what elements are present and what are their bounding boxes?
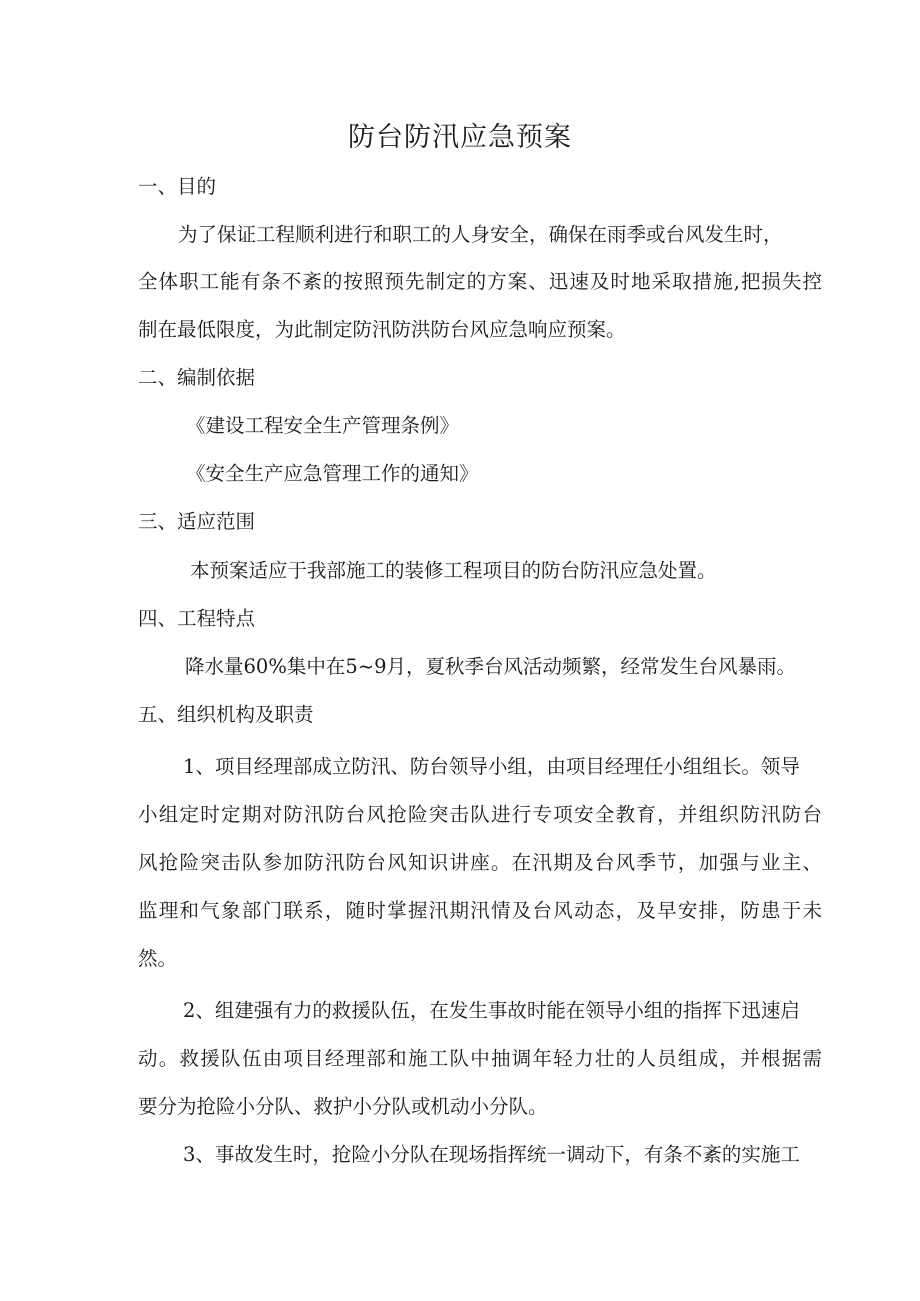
- paragraph-line: 2、组建强有力的救援队伍，在发生事故时能在领导小组的指挥下迅速启: [183, 999, 800, 1022]
- paragraph-line: 降水量60%集中在5~9月，夏秋季台风活动频繁，经常发生台风暴雨。: [185, 655, 796, 678]
- section-heading-features: 四、工程特点: [138, 607, 256, 630]
- section-heading-organization: 五、组织机构及职责: [138, 703, 314, 726]
- section-heading-purpose: 一、目的: [138, 175, 217, 198]
- section-heading-basis: 二、编制依据: [138, 366, 256, 389]
- paragraph-line: 为了保证工程顺利进行和职工的人身安全，确保在雨季或台风发生时，: [178, 223, 783, 246]
- paragraph-line: 1、项目经理部成立防汛、防台领导小组，由项目经理任小组组长。领导: [183, 755, 800, 778]
- document-title: 防台防汛应急预案: [348, 122, 572, 153]
- paragraph-line: 小组定时定期对防汛防台风抢险突击队进行专项安全教育，并组织防汛防台: [138, 803, 822, 826]
- paragraph-line: 监理和气象部门联系，随时掌握汛期汛情及台风动态，及早安排，防患于未: [138, 899, 822, 922]
- paragraph-line: 风抢险突击队参加防汛防台风知识讲座。在汛期及台风季节，加强与业主、: [138, 851, 822, 874]
- paragraph-line: 然。: [138, 947, 178, 970]
- paragraph-line: 动。救援队伍由项目经理部和施工队中抽调年轻力壮的人员组成，并根据需: [138, 1047, 822, 1070]
- reference-item: 《建设工程安全生产管理条例》: [186, 414, 460, 437]
- section-heading-scope: 三、适应范围: [138, 510, 256, 533]
- reference-item: 《安全生产应急管理工作的通知》: [186, 462, 479, 485]
- paragraph-line: 制在最低限度，为此制定防汛防洪防台风应急响应预案。: [138, 318, 626, 341]
- paragraph-line: 要分为抢险小分队、救护小分队或机动小分队。: [138, 1095, 548, 1118]
- paragraph-line: 全体职工能有条不紊的按照预先制定的方案、迅速及时地采取措施,把损失控: [138, 270, 822, 293]
- paragraph-line: 本预案适应于我部施工的装修工程项目的防台防汛应急处置。: [190, 559, 717, 582]
- paragraph-line: 3、事故发生时，抢险小分队在现场指挥统一调动下，有条不紊的实施工: [183, 1143, 800, 1166]
